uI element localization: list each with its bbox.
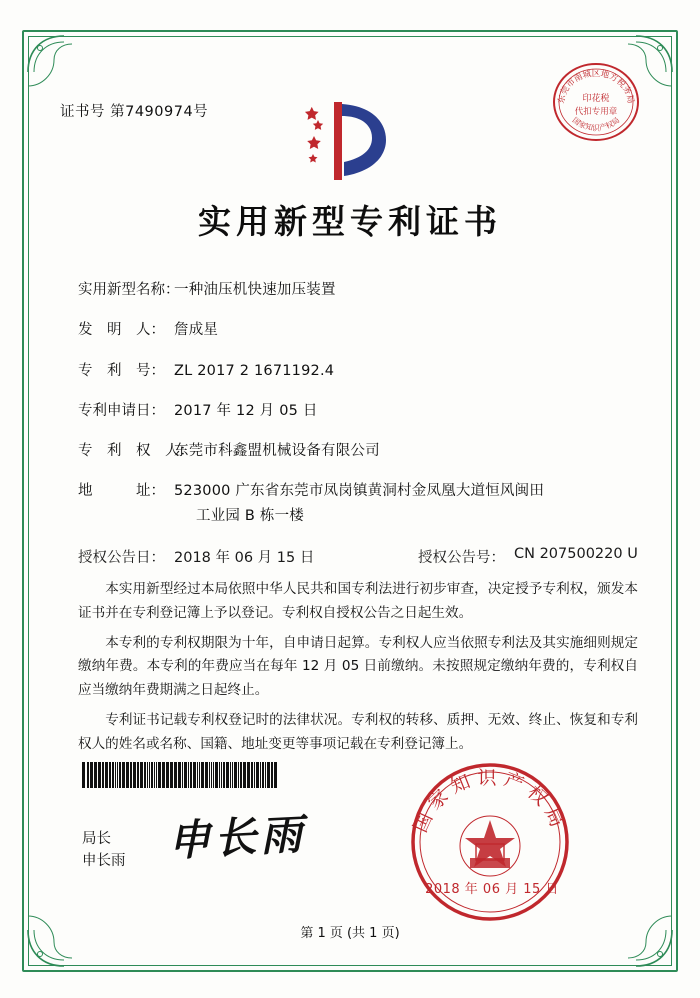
cnipa-logo-icon <box>288 96 398 186</box>
grant-number-group <box>418 546 638 567</box>
field-inventor <box>78 320 640 342</box>
field-label: 地 址： <box>78 483 165 500</box>
seal-date: 2018 年 06 月 15 日 <box>425 882 559 897</box>
field-patent-name <box>78 280 640 302</box>
grant-date-value: 2018 年 06 月 15 日 <box>174 550 315 567</box>
grant-number-label: 授权公告号： <box>418 550 505 567</box>
grant-info-row <box>78 546 640 567</box>
handwritten-signature: 申长雨 <box>166 809 308 866</box>
paragraph-1: 本实用新型经过本局依照中华人民共和国专利法进行初步审查，决定授予专利权，颁发本证书并在专利登记簿上予以登记。专利权自授权公告之日起生效。 <box>78 581 638 621</box>
grant-date-label: 授权公告日： <box>78 550 165 567</box>
svg-text:东莞市南城区地方税务局: 东莞市南城区地方税务局 <box>556 69 636 105</box>
field-value: ZL 2017 2 1671192.4 <box>174 362 335 379</box>
field-patentee <box>78 441 640 463</box>
address-line-2: 工业园 B 栋一楼 <box>196 508 304 524</box>
legal-text-block <box>78 578 638 762</box>
svg-text:印花税: 印花税 <box>582 94 610 104</box>
page-footer: 第 1 页 (共 1 页) <box>300 926 400 941</box>
field-value <box>174 481 640 528</box>
field-label: 实用新型名称： <box>78 282 180 298</box>
field-patent-number <box>78 361 640 383</box>
paragraph-2: 本专利的专利权期限为十年，自申请日起算。专利权人应当依照专利法及其实施细则规定缴纳年费。本专利的年费应当在每年 12 月 05 日前缴纳。未按照规定缴纳年费的，专利权自应当缴纳年费期满之日起终止。 <box>78 634 638 699</box>
svg-text:代扣专用章: 代扣专用章 <box>574 107 618 117</box>
field-label: 专利申请日： <box>78 402 165 419</box>
address-line-1: 523000 广东省东莞市凤岗镇黄洞村金凤凰大道恒风闽田 <box>174 483 545 500</box>
field-application-date <box>78 401 640 423</box>
grant-number-value: CN 207500220 U <box>514 546 638 563</box>
field-address <box>78 481 640 528</box>
paragraph-3: 专利证书记载专利权登记时的法律状况。专利权的转移、质押、无效、终止、恢复和专利权人的姓名或名称、国籍、地址变更等事项记载在专利登记簿上。 <box>78 711 638 752</box>
official-red-seal <box>408 760 573 925</box>
field-value: 一种油压机快速加压装置 <box>174 282 336 298</box>
field-label: 专 利 权 人： <box>78 443 194 459</box>
field-value: 东莞市科鑫盟机械设备有限公司 <box>174 443 380 459</box>
director-title: 局长 <box>82 831 111 847</box>
svg-text:国家知识产权局: 国家知识产权局 <box>409 767 571 836</box>
tax-stamp-seal <box>550 56 642 148</box>
field-value: 2017 年 12 月 05 日 <box>174 402 318 419</box>
page-title: 实用新型专利证书 <box>198 202 502 241</box>
field-list <box>78 280 640 581</box>
field-label: 发 明 人： <box>78 322 165 339</box>
barcode <box>82 762 278 788</box>
field-label: 专 利 号： <box>78 362 165 379</box>
certificate-number: 证书号 第7490974号 <box>60 104 209 120</box>
director-name: 申长雨 <box>82 853 126 870</box>
svg-text:国家知识产权局: 国家知识产权局 <box>570 115 622 133</box>
signature-block <box>82 828 126 873</box>
field-value: 詹成星 <box>174 322 219 339</box>
grant-date-group <box>78 546 418 567</box>
